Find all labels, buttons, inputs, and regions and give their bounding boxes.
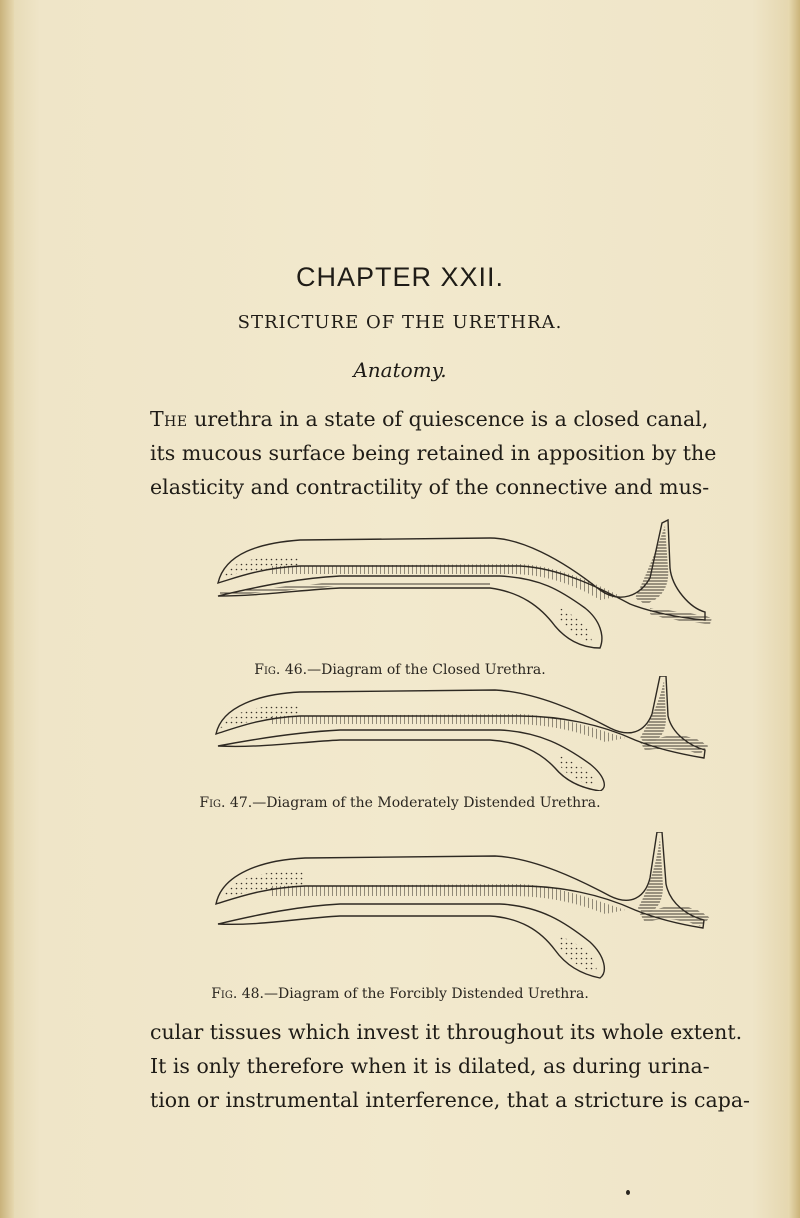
paragraph-1-line-1 [150,402,709,436]
paragraph-2-line-2: It is only therefore when it is dilated, as during urina- [150,1054,710,1078]
figure-47 [0,676,800,791]
figure-47-diagram [0,676,800,791]
paragraph-1-line-2: its mucous surface being retained in apposition by the [150,441,717,465]
line-1-text: urethra in a state of quiescence is a closed canal, [187,407,709,431]
first-word: The [150,407,188,431]
figure-46-diagram [0,508,800,658]
figure-46 [0,508,800,658]
paragraph-2-line-1: cular tissues which invest it throughout its whole extent. [150,1020,743,1044]
section-title: STRICTURE OF THE URETHRA. [237,312,563,333]
figure-47-caption-text: —Diagram of the Moderately Distended Urethra. [252,795,601,811]
figure-48-label: Fig. 48. [211,986,265,1002]
figure-48-caption [0,986,800,1002]
paragraph-2-line-3: tion or instrumental interference, that a stricture is capa- [150,1088,750,1112]
figure-47-label: Fig. 47. [199,795,253,811]
figure-48-caption-text: —Diagram of the Forcibly Distended Urethra. [264,986,589,1002]
figure-46-label: Fig. 46. [254,662,308,678]
paragraph-1-line-3: elasticity and contractility of the connective and mus- [150,475,710,499]
paragraph-2 [150,1015,750,1117]
figure-48 [0,832,800,982]
figure-46-caption-text: —Diagram of the Closed Urethra. [307,662,546,678]
paragraph-1 [150,402,717,504]
subsection-title: Anatomy. [353,358,447,382]
ink-speck [626,1190,630,1195]
chapter-title: CHAPTER XXII. [295,262,505,292]
figure-47-caption [0,795,800,811]
figure-48-diagram [0,832,800,982]
